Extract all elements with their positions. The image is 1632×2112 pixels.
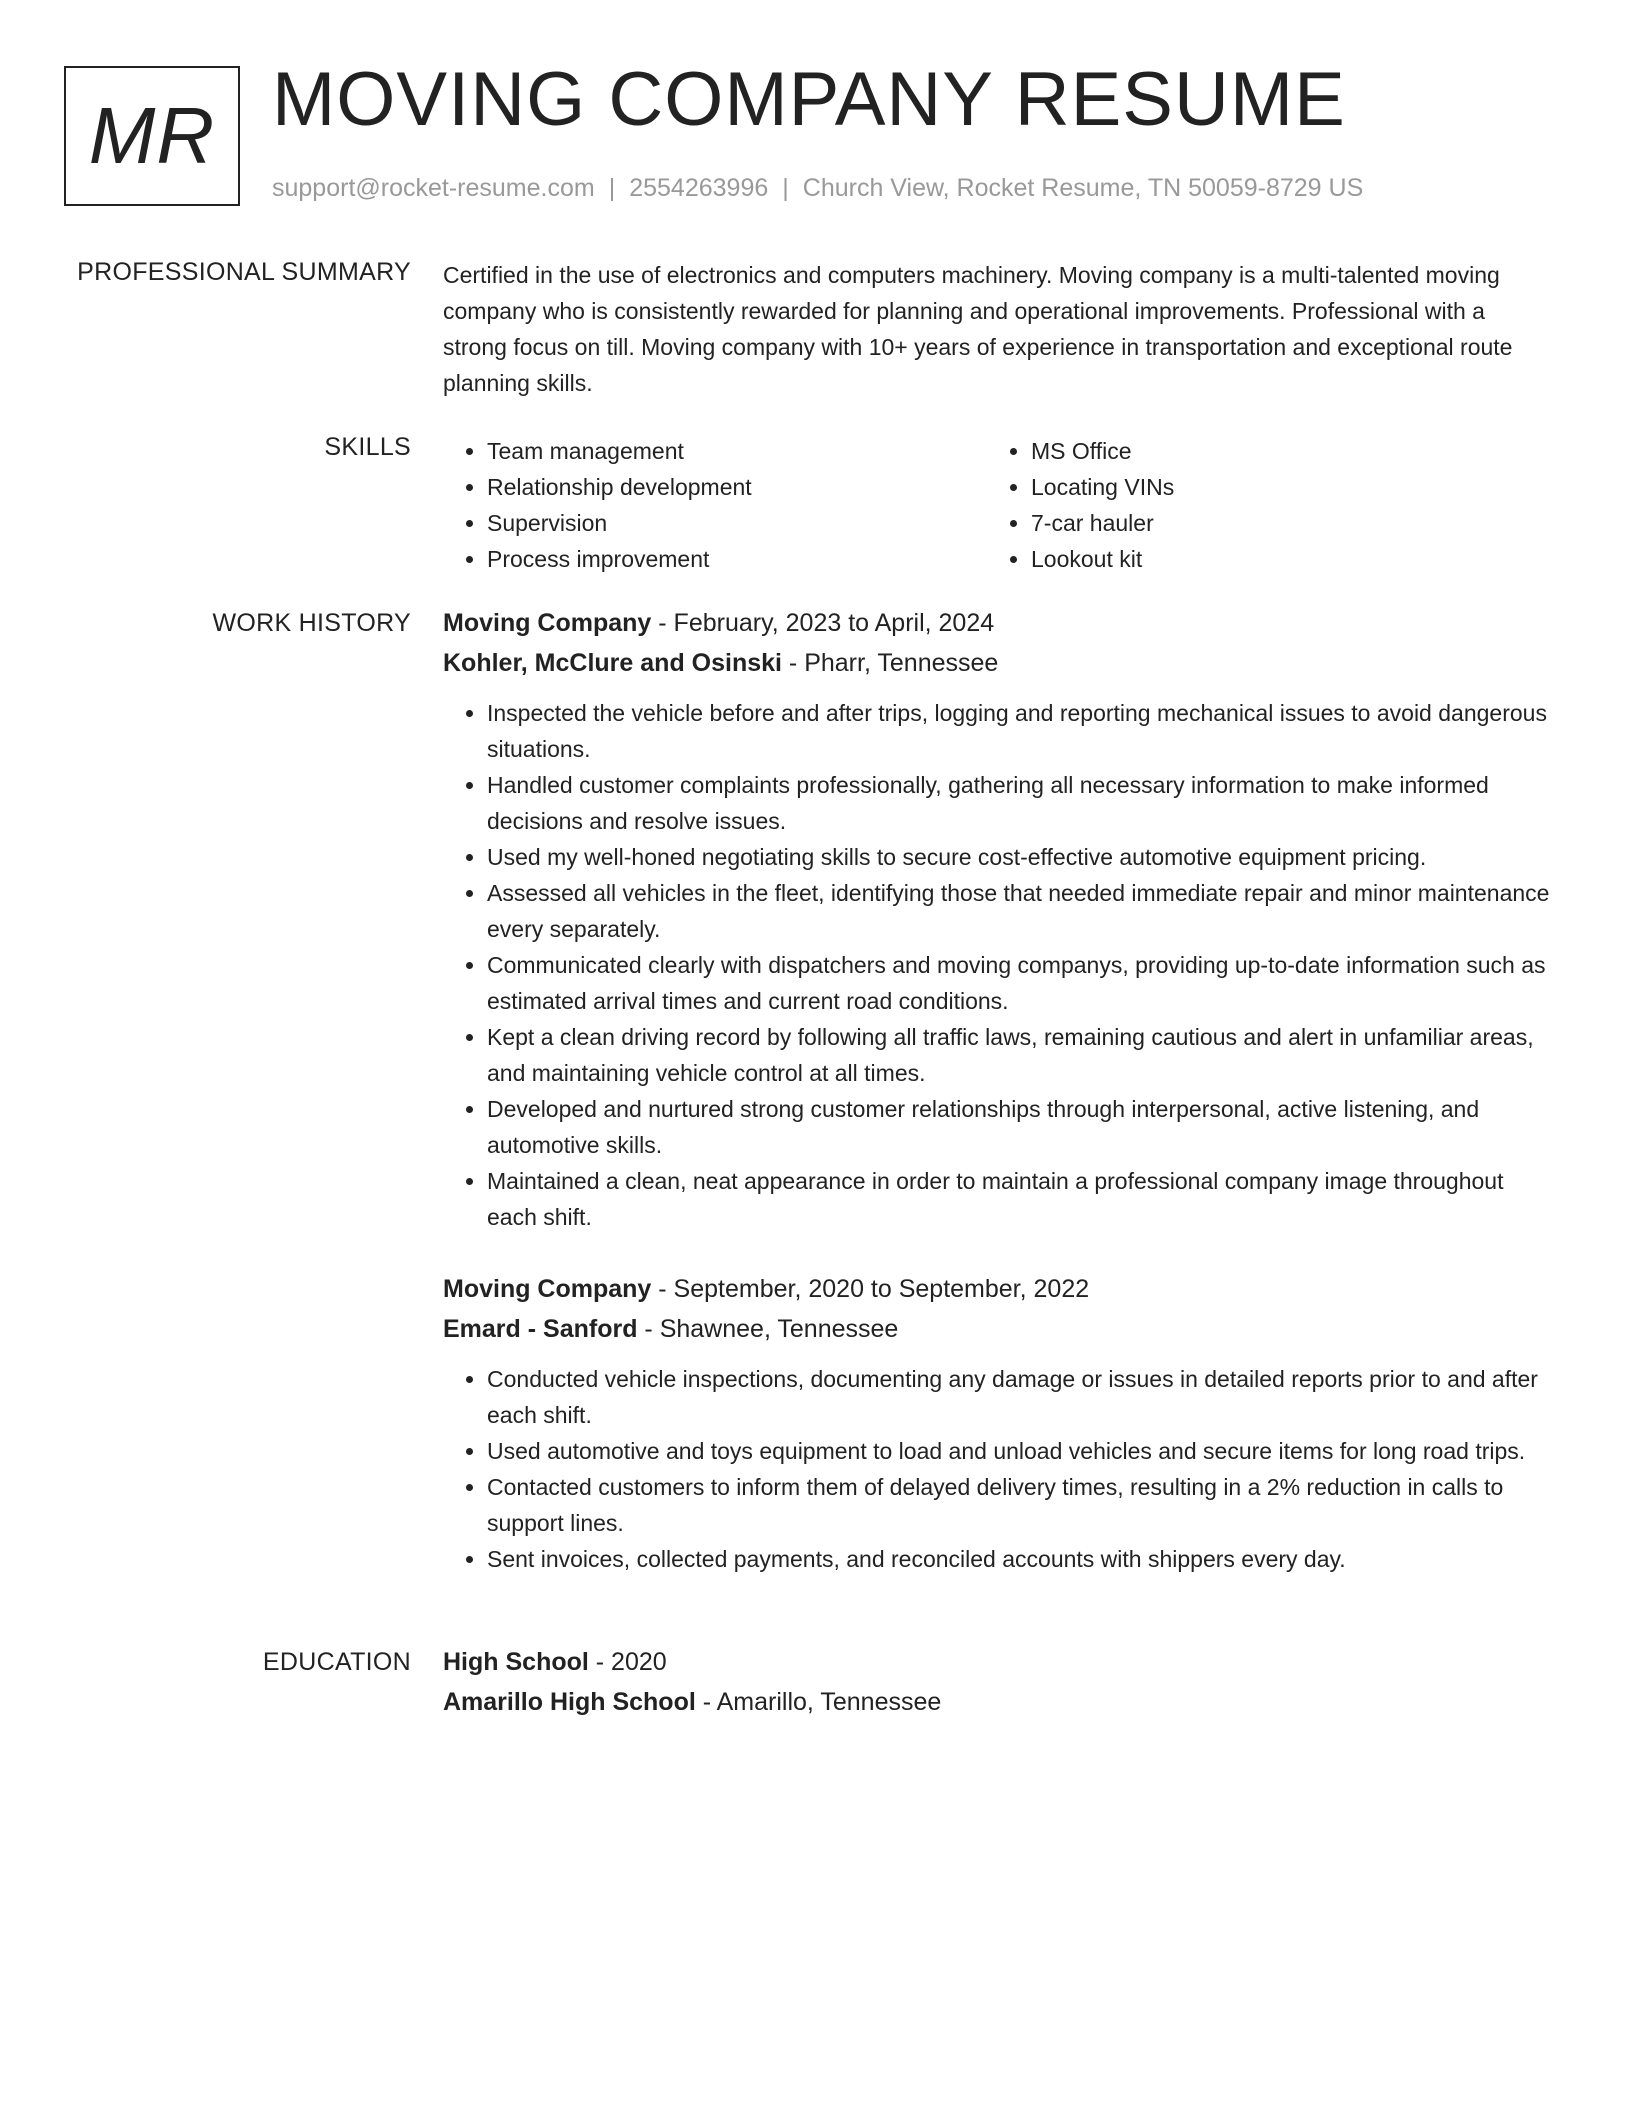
job-company-line	[443, 643, 1555, 683]
job-company: Kohler, McClure and Osinski	[443, 649, 782, 677]
job-bullet: • Handled customer complaints professionally, gathering all necessary information to make informed decisions and resolve issues.	[487, 767, 1555, 839]
education-school-line	[443, 1682, 1555, 1722]
job-entry	[443, 603, 1555, 1235]
skills-list-right	[987, 433, 1531, 577]
job-company: Emard - Sanford	[443, 1315, 638, 1343]
job-location: - Pharr, Tennessee	[781, 649, 999, 677]
job-dates: - February, 2023 to April, 2024	[651, 609, 995, 637]
contact-separator: |	[608, 174, 616, 202]
skills-label: SKILLS	[324, 433, 411, 461]
skill-item: • Relationship development	[487, 469, 987, 505]
contact-separator: |	[782, 174, 789, 202]
contact-line	[272, 174, 1363, 203]
skill-item: • Process improvement	[487, 541, 987, 577]
job-entry	[443, 1269, 1555, 1577]
contact-address: Church View, Rocket Resume, TN 50059-8729 US	[802, 174, 1364, 202]
job-bullet: • Developed and nurtured strong customer relationships through interpersonal, active listening, and automotive skills.	[487, 1091, 1555, 1163]
job-title-line	[443, 603, 1555, 643]
job-bullet: • Conducted vehicle inspections, documenting any damage or issues in detailed reports prior to and after each shift.	[487, 1361, 1555, 1433]
job-location: - Shawnee, Tennessee	[637, 1315, 899, 1343]
job-bullets	[443, 1361, 1555, 1577]
job-bullet: • Contacted customers to inform them of delayed delivery times, resulting in a 2% reduction in calls to support lines.	[487, 1469, 1555, 1541]
job-bullet: • Assessed all vehicles in the fleet, identifying those that needed immediate repair and minor maintenance every separately.	[487, 875, 1555, 947]
education-year: - 2020	[588, 1648, 667, 1676]
job-title: Moving Company	[443, 1275, 652, 1303]
education-degree-line	[443, 1642, 1555, 1682]
summary-text: Certified in the use of electronics and computers machinery. Moving company is a multi-talented moving company who is consistently rewarded for planning and operational improvements. Professional with a strong focus on till. Moving company with 10+ years of experience in transportation and exceptional route planning skills.	[443, 262, 1513, 396]
job-bullet: • Inspected the vehicle before and after trips, logging and reporting mechanical issues to avoid dangerous situations.	[487, 695, 1555, 767]
summary-label: PROFESSIONAL SUMMARY	[77, 258, 411, 286]
contact-email: support@rocket-resume.com	[272, 174, 595, 202]
education-degree: High School	[443, 1648, 589, 1676]
skill-item: • Lookout kit	[1031, 541, 1531, 577]
job-bullet: • Kept a clean driving record by following all traffic laws, remaining cautious and alert in unfamiliar areas, and maintaining vehicle control at all times.	[487, 1019, 1555, 1091]
job-company-line	[443, 1309, 1555, 1349]
contact-phone: 2554263996	[629, 174, 769, 202]
job-bullet: • Sent invoices, collected payments, and reconciled accounts with shippers every day.	[487, 1541, 1555, 1577]
skill-item: • Supervision	[487, 505, 987, 541]
skills-list-left	[443, 433, 987, 577]
education-label: EDUCATION	[262, 1648, 411, 1676]
monogram-logo: MR	[64, 66, 240, 206]
job-bullet: • Used my well-honed negotiating skills to secure cost-effective automotive equipment pricing.	[487, 839, 1555, 875]
work-history-label: WORK HISTORY	[212, 609, 411, 637]
job-bullets	[443, 695, 1555, 1235]
job-bullet: • Used automotive and toys equipment to load and unload vehicles and secure items for long road trips.	[487, 1433, 1555, 1469]
skill-item: • 7-car hauler	[1031, 505, 1531, 541]
job-bullet: • Maintained a clean, neat appearance in order to maintain a professional company image throughout each shift.	[487, 1163, 1555, 1235]
skill-item: • Locating VINs	[1031, 469, 1531, 505]
education-location: - Amarillo, Tennessee	[695, 1688, 942, 1716]
skill-item: • MS Office	[1031, 433, 1531, 469]
resume-title: MOVING COMPANY RESUME	[272, 57, 1346, 142]
education-body	[443, 1642, 1555, 1722]
job-bullet: • Communicated clearly with dispatchers and moving companys, providing up-to-date information such as estimated arrival times and current road conditions.	[487, 947, 1555, 1019]
skills-body	[443, 433, 1555, 577]
job-dates: - September, 2020 to September, 2022	[651, 1275, 1090, 1303]
job-title-line	[443, 1269, 1555, 1309]
education-school: Amarillo High School	[443, 1688, 696, 1716]
summary-body	[443, 258, 1555, 401]
job-title: Moving Company	[443, 609, 652, 637]
work-history-body	[443, 603, 1555, 1577]
skill-item: • Team management	[487, 433, 987, 469]
